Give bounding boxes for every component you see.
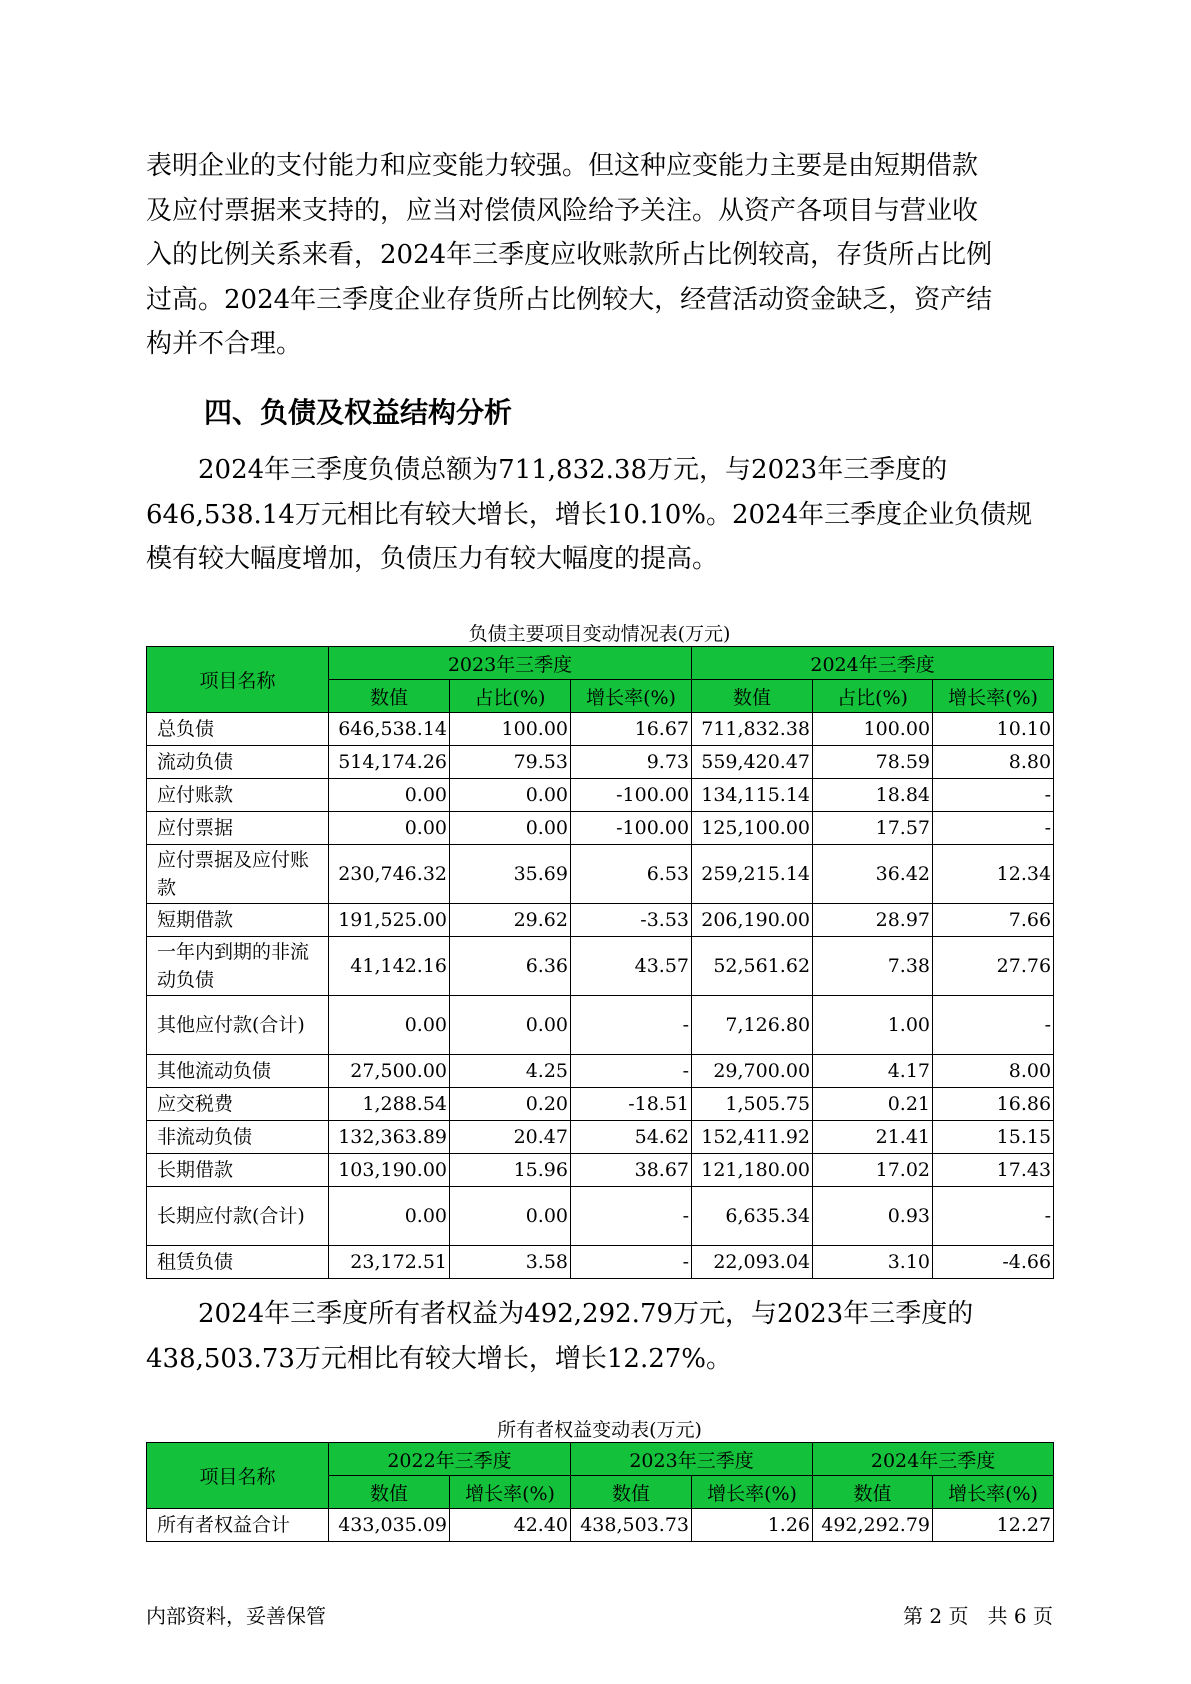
table-cell: 42.40 [450,1509,571,1542]
table-cell: 191,525.00 [329,904,450,937]
column-header: 增长率(%) [692,1476,813,1509]
table-cell: 8.80 [933,746,1054,779]
table-cell: 0.20 [450,1088,571,1121]
table-cell: 43.57 [571,937,692,996]
table-cell: 0.00 [329,996,450,1055]
table-cell: -4.66 [933,1246,1054,1279]
table-cell: 1.26 [692,1509,813,1542]
table-cell: 23,172.51 [329,1246,450,1279]
column-header: 增长率(%) [933,680,1054,713]
table-cell: 0.00 [450,812,571,845]
table-cell: - [571,1187,692,1246]
footer-left: 内部资料，妥善保管 [146,1604,326,1628]
equity-paragraph [146,1292,1048,1381]
column-header: 占比(%) [813,680,933,713]
table-cell: - [933,996,1054,1055]
table-cell: 4.25 [450,1055,571,1088]
liability-table-caption: 负债主要项目变动情况表(万元) [468,623,731,645]
table-cell: 0.00 [450,779,571,812]
table-cell: 7.38 [813,937,933,996]
table-cell: 1,505.75 [692,1088,813,1121]
table-row [147,996,1054,1055]
row-label: 应付票据及应付账款 [147,845,329,904]
liability-paragraph [146,448,1048,582]
table-row [147,845,1054,904]
text-line: 构并不合理。 [146,329,303,359]
table-row [147,1187,1054,1246]
table-cell: 559,420.47 [692,746,813,779]
table-row [147,1246,1054,1279]
table-cell: 1.00 [813,996,933,1055]
column-header: 数值 [329,680,450,713]
table-row [147,1121,1054,1154]
table-cell: 259,215.14 [692,845,813,904]
table-cell: 16.67 [571,713,692,746]
table-cell: 12.34 [933,845,1054,904]
table-cell: 7.66 [933,904,1054,937]
table-cell: 152,411.92 [692,1121,813,1154]
row-label: 其他流动负债 [147,1055,329,1088]
period-header: 2024年三季度 [813,1443,1054,1476]
table-cell: 125,100.00 [692,812,813,845]
section-heading: 四、负债及权益结构分析 [204,396,513,429]
column-header: 数值 [329,1476,450,1509]
table-cell: 16.86 [933,1088,1054,1121]
column-header: 增长率(%) [450,1476,571,1509]
table-cell: 0.00 [450,996,571,1055]
column-header: 增长率(%) [933,1476,1054,1509]
table-row [147,1088,1054,1121]
text-line: 过高。2024年三季度企业存货所占比例较大，经营活动资金缺乏，资产结 [146,284,993,315]
table-cell: 38.67 [571,1154,692,1187]
row-label: 所有者权益合计 [147,1509,329,1542]
text-line: 2024年三季度所有者权益为492,292.79万元，与2023年三季度的 [198,1299,974,1329]
column-header: 数值 [692,680,813,713]
table-row [147,904,1054,937]
table-cell: -100.00 [571,812,692,845]
table-cell: 28.97 [813,904,933,937]
intro-paragraph [146,144,1048,367]
table-cell: 54.62 [571,1121,692,1154]
row-label: 短期借款 [147,904,329,937]
table-cell: 8.00 [933,1055,1054,1088]
column-header: 增长率(%) [571,680,692,713]
table-cell: 0.00 [450,1187,571,1246]
table-cell: -100.00 [571,779,692,812]
text-line: 表明企业的支付能力和应变能力较强。但这种应变能力主要是由短期借款 [146,151,979,181]
table-cell: 12.27 [933,1509,1054,1542]
equity-table [146,1442,1054,1542]
table-cell: - [933,812,1054,845]
table-cell: 27.76 [933,937,1054,996]
row-label: 长期应付款(合计) [147,1187,329,1246]
table-cell: 15.96 [450,1154,571,1187]
table-cell: 6,635.34 [692,1187,813,1246]
text-line: 入的比例关系来看，2024年三季度应收账款所占比例较高，存货所占比例 [146,240,993,270]
table-cell: 6.36 [450,937,571,996]
row-label: 流动负债 [147,746,329,779]
table-cell: 646,538.14 [329,713,450,746]
table-cell: 20.47 [450,1121,571,1154]
table-cell: 0.00 [329,1187,450,1246]
table-cell: 9.73 [571,746,692,779]
table-cell: 29,700.00 [692,1055,813,1088]
row-label: 总负债 [147,713,329,746]
table-cell: 438,503.73 [571,1509,692,1542]
row-label: 租赁负债 [147,1246,329,1279]
text-line: 模有较大幅度增加，负债压力有较大幅度的提高。 [146,544,719,574]
table-row [147,746,1054,779]
row-label: 其他应付款(合计) [147,996,329,1055]
table-cell: 27,500.00 [329,1055,450,1088]
table-cell: 230,746.32 [329,845,450,904]
period-header: 2022年三季度 [329,1443,571,1476]
text-line: 646,538.14万元相比有较大增长，增长10.10%。2024年三季度企业负债规 [146,499,1033,530]
table-cell: 3.10 [813,1246,933,1279]
table-cell: 17.02 [813,1154,933,1187]
liability-table [146,646,1054,1279]
table-cell: -3.53 [571,904,692,937]
table-row [147,812,1054,845]
table-cell: 514,174.26 [329,746,450,779]
table-row [147,1509,1054,1542]
table-cell: 100.00 [450,713,571,746]
period-header: 2023年三季度 [329,647,692,680]
table-row [147,779,1054,812]
table-cell: 0.00 [329,779,450,812]
table-cell: 492,292.79 [813,1509,933,1542]
table-cell: 0.21 [813,1088,933,1121]
table-cell: 132,363.89 [329,1121,450,1154]
column-header: 数值 [813,1476,933,1509]
row-label: 应付票据 [147,812,329,845]
table-cell: 41,142.16 [329,937,450,996]
table-cell: - [933,779,1054,812]
table-cell: 0.00 [329,812,450,845]
row-label: 应付账款 [147,779,329,812]
period-header: 2023年三季度 [571,1443,813,1476]
table-cell: - [933,1187,1054,1246]
table-cell: 121,180.00 [692,1154,813,1187]
table-cell: 3.58 [450,1246,571,1279]
table-cell: 22,093.04 [692,1246,813,1279]
table-cell: 206,190.00 [692,904,813,937]
table-cell: 79.53 [450,746,571,779]
table-cell: 711,832.38 [692,713,813,746]
table-cell: - [571,996,692,1055]
item-name-header: 项目名称 [147,647,329,713]
table-cell: 6.53 [571,845,692,904]
table-cell: 100.00 [813,713,933,746]
row-label: 一年内到期的非流动负债 [147,937,329,996]
table-cell: 4.17 [813,1055,933,1088]
table-cell: 17.57 [813,812,933,845]
column-header: 占比(%) [450,680,571,713]
table-cell: 17.43 [933,1154,1054,1187]
equity-table-caption: 所有者权益变动表(万元) [497,1419,702,1441]
table-cell: 78.59 [813,746,933,779]
table-cell: - [571,1246,692,1279]
table-cell: 10.10 [933,713,1054,746]
row-label: 非流动负债 [147,1121,329,1154]
table-cell: 103,190.00 [329,1154,450,1187]
table-cell: -18.51 [571,1088,692,1121]
row-label: 应交税费 [147,1088,329,1121]
text-line: 2024年三季度负债总额为711,832.38万元，与2023年三季度的 [198,455,948,485]
table-cell: 52,561.62 [692,937,813,996]
table-row [147,1154,1054,1187]
table-cell: 433,035.09 [329,1509,450,1542]
table-row [147,937,1054,996]
text-line: 及应付票据来支持的，应当对偿债风险给予关注。从资产各项目与营业收 [146,195,979,226]
table-cell: 134,115.14 [692,779,813,812]
table-cell: 15.15 [933,1121,1054,1154]
table-cell: 18.84 [813,779,933,812]
table-cell: 36.42 [813,845,933,904]
table-row [147,713,1054,746]
footer-page-number: 第 2 页 共 6 页 [903,1604,1053,1628]
table-cell: 1,288.54 [329,1088,450,1121]
table-row [147,1055,1054,1088]
table-cell: 7,126.80 [692,996,813,1055]
table-cell: 0.93 [813,1187,933,1246]
column-header: 数值 [571,1476,692,1509]
text-line: 438,503.73万元相比有较大增长，增长12.27%。 [146,1343,733,1374]
item-name-header: 项目名称 [147,1443,329,1509]
table-cell: 21.41 [813,1121,933,1154]
row-label: 长期借款 [147,1154,329,1187]
table-cell: 29.62 [450,904,571,937]
period-header: 2024年三季度 [692,647,1054,680]
table-cell: 35.69 [450,845,571,904]
table-cell: - [571,1055,692,1088]
